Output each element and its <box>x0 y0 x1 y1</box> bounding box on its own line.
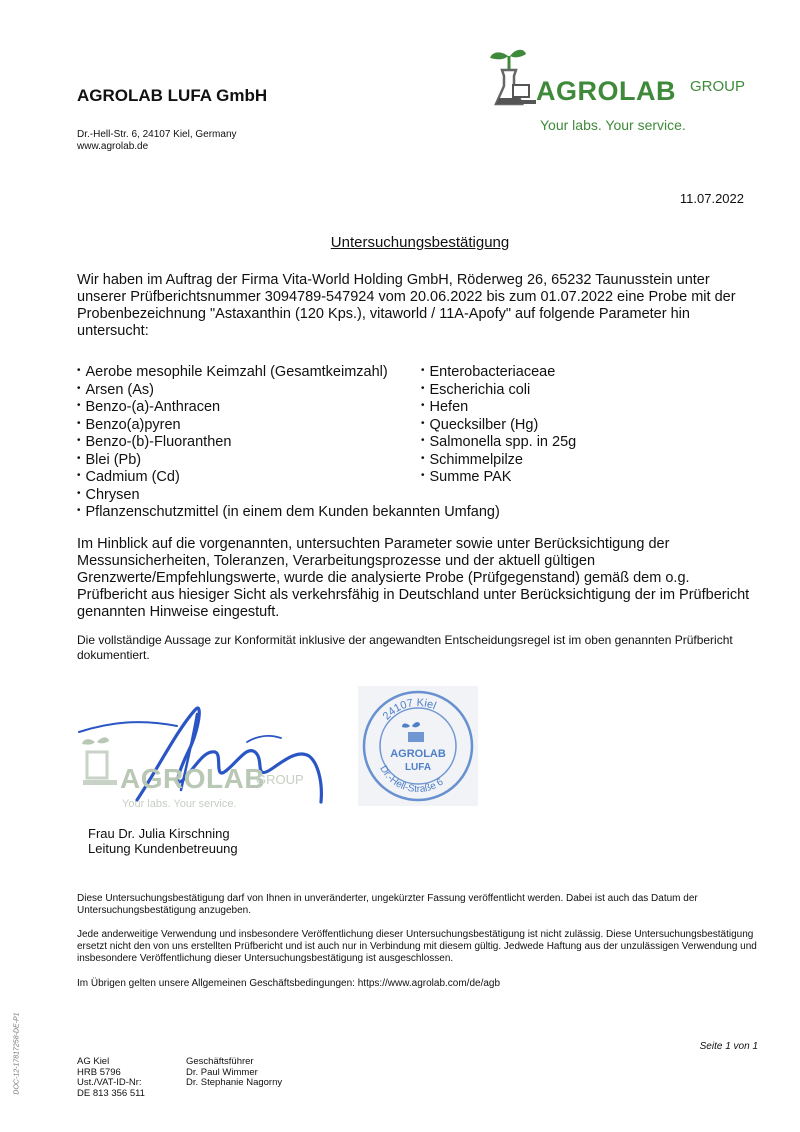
bullet-icon: • <box>77 382 81 394</box>
param-name: Aerobe mesophile Keimzahl (Gesamtkeimzahl) <box>85 364 388 380</box>
list-item <box>421 363 576 381</box>
param-name: Escherichia coli <box>429 381 531 398</box>
company-address <box>77 129 237 153</box>
bullet-icon: • <box>77 365 81 376</box>
param-name: Quecksilber (Hg) <box>429 416 539 433</box>
website-link[interactable]: www.agrolab.de <box>77 141 149 152</box>
param-name: Chrysen <box>85 486 140 503</box>
list-item <box>421 451 576 469</box>
terms-note: Im Übrigen gelten unsere Allgemeinen Geschäftsbedingungen: https://www.agrolab.com/de/agb <box>77 978 501 989</box>
signer-role: Leitung Kundenbetreuung <box>88 841 238 856</box>
legal-line: Geschäftsführer <box>186 1056 254 1067</box>
legal-line: AG Kiel <box>77 1056 110 1067</box>
list-item <box>421 381 576 399</box>
logo-wordmark: AGROLAB <box>536 76 676 106</box>
param-name: Cadmium (Cd) <box>85 469 180 485</box>
stamp-name-line1: AGROLAB <box>390 748 446 760</box>
assessment-paragraph: Im Hinblick auf die vorgenannten, untersuchten Parameter sowie unter Berücksichtigung der Messunsicherheiten, Toleranzen, Verarbeitungsprozesse und der aktuell gültigen Grenzwerte/Empfehlungswerte, wurde die analysierte Probe (Prüfgegenstand) gemäß dem o.g. Prüfbericht aus hiesiger Sicht als verkehrsfähig in Deutschland unter Berücksichtigung der im Prüfbericht genannten Hinweise eingestuft. <box>77 536 750 620</box>
stamp-icon <box>358 686 478 806</box>
list-item <box>421 416 576 434</box>
param-name: Benzo(a)pyren <box>85 416 181 433</box>
list-item <box>421 398 576 416</box>
legal-line: Ust./VAT-ID-Nr: <box>77 1077 142 1088</box>
param-name: Arsen (As) <box>85 381 155 398</box>
bullet-icon: • <box>77 505 81 516</box>
bullet-icon: • <box>421 470 425 481</box>
legal-line: DE 813 356 511 <box>77 1087 145 1099</box>
document-date: 11.07.2022 <box>679 191 744 206</box>
bullet-icon: • <box>77 487 81 499</box>
logo-group-label: GROUP <box>690 78 746 95</box>
param-name: Enterobacteriaceae <box>429 364 556 380</box>
param-name: Hefen <box>429 399 469 415</box>
bullet-icon: • <box>77 435 81 446</box>
list-item <box>421 468 576 486</box>
param-name: Salmonella spp. in 25g <box>429 434 577 450</box>
parameter-list-right <box>421 363 576 486</box>
param-name: Pflanzenschutzmittel (in einem dem Kunden bekannten Umfang) <box>85 504 500 520</box>
signature-icon <box>77 690 337 815</box>
bullet-icon: • <box>77 417 81 429</box>
document-code: DOC-12-17817258-DE-P1 <box>13 1012 21 1095</box>
bullet-icon: • <box>421 452 425 464</box>
stamp-bottom-text: Dr.-Hell-Straße 6 <box>377 763 446 796</box>
signature-logo-tagline: Your labs. Your service. <box>122 798 237 810</box>
legal-line: HRB 5796 <box>77 1066 121 1078</box>
param-name: Summe PAK <box>429 469 512 485</box>
signature-logo-group-label: GROUP <box>256 772 304 787</box>
param-name: Benzo-(b)-Fluoranthen <box>85 434 232 450</box>
stamp-name-line2: LUFA <box>404 762 432 773</box>
list-item <box>77 486 500 504</box>
bullet-icon: • <box>421 365 425 376</box>
param-name: Schimmelpilze <box>429 451 523 468</box>
bullet-icon: • <box>77 452 81 464</box>
bullet-icon: • <box>421 382 425 394</box>
logo-tagline: Your labs. Your service. <box>540 117 686 133</box>
company-name: AGROLAB LUFA GmbH <box>77 86 268 105</box>
intro-paragraph: Wir haben im Auftrag der Firma Vita-World Holding GmbH, Röderweg 26, 65232 Taunusstein unter unserer Prüfberichtsnummer 3094789-547924 vom 20.06.2022 bis zum 01.07.2022 eine Probe mit der Probenbezeichnung "Astaxanthin (120 Kps.), vitaworld / 11A-Apofy" auf folgende Parameter hin untersucht: <box>77 272 736 339</box>
bullet-icon: • <box>421 435 425 446</box>
list-item <box>77 503 500 521</box>
signer-block <box>88 826 238 856</box>
stamp-top-text: 24107 Kiel <box>380 696 438 723</box>
legal-line: Dr. Paul Wimmer <box>186 1066 258 1078</box>
legal-management <box>186 1057 282 1089</box>
bullet-icon: • <box>421 417 425 429</box>
signature-logo-wordmark: AGROLAB <box>120 763 266 794</box>
legal-line: Dr. Stephanie Nagorny <box>186 1077 283 1088</box>
param-name: Benzo-(a)-Anthracen <box>85 399 221 415</box>
conformity-note: Die vollständige Aussage zur Konformität inklusive der angewandten Entscheidungsregel ist im oben genannten Prüfbericht dokumentiert. <box>77 633 733 662</box>
address-line: Dr.-Hell-Str. 6, 24107 Kiel, Germany <box>77 129 237 140</box>
list-item <box>421 433 576 451</box>
publication-note: Diese Untersuchungsbestätigung darf von Ihnen in unveränderter, ungekürzter Fassung veröffentlicht werden. Dabei ist auch das Datum der Untersuchungsbestätigung anzugeben. <box>77 893 698 916</box>
bullet-icon: • <box>421 400 425 411</box>
bullet-icon: • <box>77 470 81 481</box>
legal-registration <box>77 1057 145 1099</box>
document-title: Untersuchungsbestätigung <box>330 234 510 251</box>
page-number: Seite 1 von 1 <box>699 1041 758 1052</box>
usage-restriction-note: Jede anderweitige Verwendung und insbesondere Veröffentlichung dieser Untersuchungsbestätigung ist nicht zulässig. Diese Untersuchungsbestätigung ersetzt nicht den von uns erstellten Prüfbericht und ist auch nur in Verbindung mit diesem gültig. Jedwede Haftung aus der unzulässigen Verwendung und insbesondere Veröffentlichung dieser Untersuchungsbestätigung ist ausgeschlossen. <box>77 929 757 964</box>
bullet-icon: • <box>77 400 81 411</box>
signer-name: Frau Dr. Julia Kirschning <box>88 826 230 841</box>
param-name: Blei (Pb) <box>85 451 142 468</box>
